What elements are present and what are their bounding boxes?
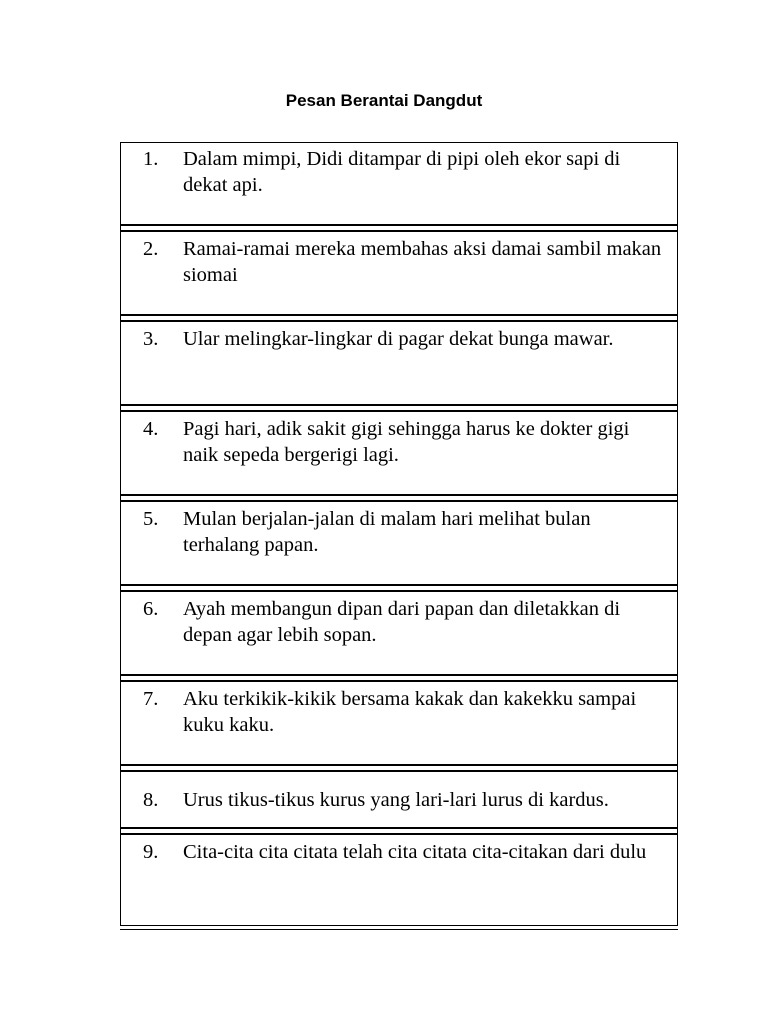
page-title: Pesan Berantai Dangdut (285, 91, 483, 110)
list-item (121, 836, 677, 918)
item-number: 9. (143, 841, 159, 863)
list-item (121, 773, 677, 826)
item-text: Aku terkikik-kikik bersama kakak dan kakekku sampai kuku kaku. (183, 688, 637, 736)
item-text: Dalam mimpi, Didi ditampar di pipi oleh ekor sapi di dekat api. (183, 148, 621, 196)
table-bottom-border (121, 918, 677, 926)
item-number: 4. (143, 418, 159, 440)
item-number: 6. (143, 598, 159, 620)
row-divider (121, 313, 677, 323)
item-number: 7. (143, 688, 159, 710)
row-divider (121, 403, 677, 413)
list-item (121, 413, 677, 493)
row-divider (121, 583, 677, 593)
item-text: Ular melingkar-lingkar di pagar dekat bunga mawar. (183, 328, 614, 350)
list-item (121, 143, 677, 223)
item-text: Ayah membangun dipan dari papan dan diletakkan di depan agar lebih sopan. (183, 598, 621, 646)
item-text: Pagi hari, adik sakit gigi sehingga harus ke dokter gigi naik sepeda bergerigi lagi. (183, 418, 630, 466)
sentence-list (120, 142, 678, 926)
item-text: Cita-cita cita citata telah cita citata cita-citakan dari dulu (183, 841, 647, 863)
list-item (121, 323, 677, 403)
list-item (121, 593, 677, 673)
row-divider (121, 763, 677, 773)
item-text: Mulan berjalan-jalan di malam hari melihat bulan terhalang papan. (183, 508, 591, 556)
list-item (121, 503, 677, 583)
item-number: 3. (143, 328, 159, 350)
row-divider (121, 826, 677, 836)
row-divider (121, 673, 677, 683)
list-item (121, 233, 677, 313)
item-number: 5. (143, 508, 159, 530)
row-divider (121, 493, 677, 503)
item-number: 8. (143, 789, 159, 811)
item-text: Ramai-ramai mereka membahas aksi damai sambil makan siomai (183, 238, 662, 286)
item-number: 2. (143, 238, 159, 260)
item-text: Urus tikus-tikus kurus yang lari-lari lurus di kardus. (183, 789, 609, 811)
row-divider (121, 223, 677, 233)
list-item (121, 683, 677, 763)
item-number: 1. (143, 148, 159, 170)
